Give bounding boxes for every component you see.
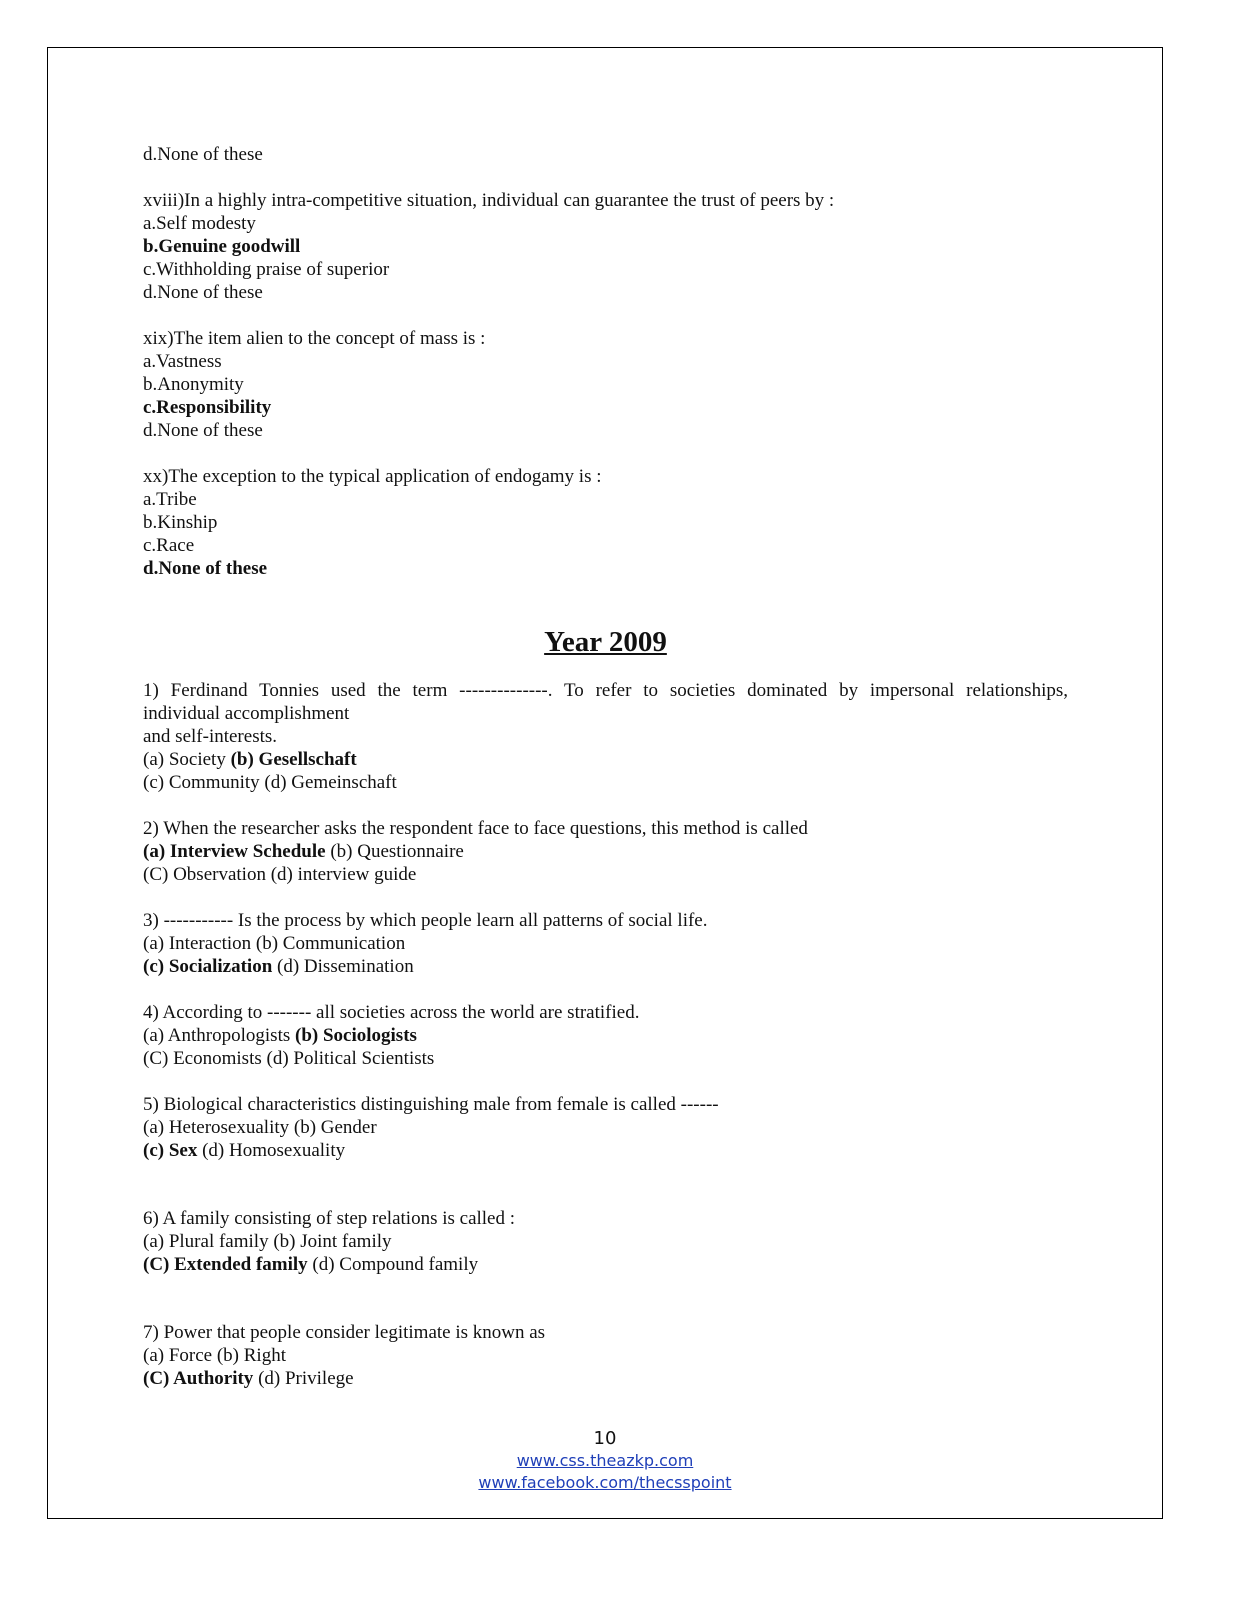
page-footer [47,1428,1163,1494]
question-stem: xx)The exception to the typical application of endogamy is : [143,466,602,487]
correct-option: (C) Authority [143,1368,254,1389]
option-line: c.Race [143,535,195,556]
option-line: (a) Force (b) Right [143,1345,286,1366]
question-stem: xix)The item alien to the concept of mass is : [143,328,486,349]
mcq-block-xx [143,465,1068,580]
option-line [143,955,1068,978]
option-line: a.Vastness [143,351,222,372]
question-stem: 3) ----------- Is the process by which people learn all patterns of social life. [143,910,708,931]
correct-option: (a) Interview Schedule [143,841,326,862]
question-7 [143,1321,1068,1390]
correct-option: (b) Sociologists [295,1025,417,1046]
option-b: (b) Questionnaire [325,841,464,862]
section-title: Year 2009 [544,626,667,658]
option-line [143,840,1068,863]
option-line: a.Tribe [143,489,197,510]
correct-option: c.Responsibility [143,397,272,418]
page-content [143,143,1068,1390]
mcq-block-xix [143,327,1068,442]
option-d: (d) Privilege [253,1368,354,1389]
option-line [143,1139,1068,1162]
correct-option: b.Genuine goodwill [143,236,301,257]
correct-option: d.None of these [143,558,268,579]
mcq-block-continued [143,143,1068,166]
option-line: d.None of these [143,420,263,441]
option-line [143,1253,1068,1276]
option-line: c.Withholding praise of superior [143,259,390,280]
mcq-block-xviii [143,189,1068,304]
correct-option: (b) Gesellschaft [230,749,357,770]
option-line [143,1367,1068,1390]
option-line: (c) Community (d) Gemeinschaft [143,772,397,793]
correct-option: (c) Socialization [143,956,273,977]
question-stem: 7) Power that people consider legitimate is known as [143,1322,546,1343]
question-stem-cont: and self-interests. [143,726,278,747]
option-line: b.Kinship [143,512,218,533]
website-link[interactable]: www.css.theazkp.com [516,1451,694,1470]
option-d: (d) Compound family [307,1254,479,1275]
option-line: (C) Economists (d) Political Scientists [143,1048,435,1069]
correct-option: (c) Sex [143,1140,198,1161]
correct-option: (C) Extended family [143,1254,308,1275]
facebook-link[interactable]: www.facebook.com/thecsspoint [478,1473,732,1492]
option-line: (C) Observation (d) interview guide [143,864,417,885]
option-a: (a) Society [143,749,231,770]
option-line: (a) Plural family (b) Joint family [143,1231,392,1252]
option-line: (a) Interaction (b) Communication [143,933,406,954]
option-line: (a) Heterosexuality (b) Gender [143,1117,377,1138]
question-4 [143,1001,1068,1070]
option-line: d.None of these [143,282,263,303]
question-2 [143,817,1068,886]
option-line [143,748,1068,771]
question-5 [143,1093,1068,1162]
question-3 [143,909,1068,978]
question-6 [143,1207,1068,1276]
question-stem-cont: individual accomplishment [143,703,350,724]
page-number: 10 [593,1428,617,1449]
question-stem: 1) Ferdinand Tonnies used the term --------------. To refer to societies dominated by impersonal relationships, [143,680,1068,701]
option-line: d.None of these [143,144,263,165]
option-d: (d) Dissemination [272,956,414,977]
question-stem: 4) According to ------- all societies across the world are stratified. [143,1002,640,1023]
option-d: (d) Homosexuality [197,1140,346,1161]
question-stem: xviii)In a highly intra-competitive situation, individual can guarantee the trust of peers by : [143,190,835,211]
option-a: (a) Anthropologists [143,1025,295,1046]
option-line [143,1024,1068,1047]
option-line: a.Self modesty [143,213,256,234]
question-stem: 6) A family consisting of step relations is called : [143,1208,516,1229]
question-stem: 5) Biological characteristics distinguishing male from female is called ------ [143,1094,719,1115]
question-stem: 2) When the researcher asks the respondent face to face questions, this method is called [143,818,808,839]
option-line: b.Anonymity [143,374,244,395]
question-1 [143,679,1068,794]
